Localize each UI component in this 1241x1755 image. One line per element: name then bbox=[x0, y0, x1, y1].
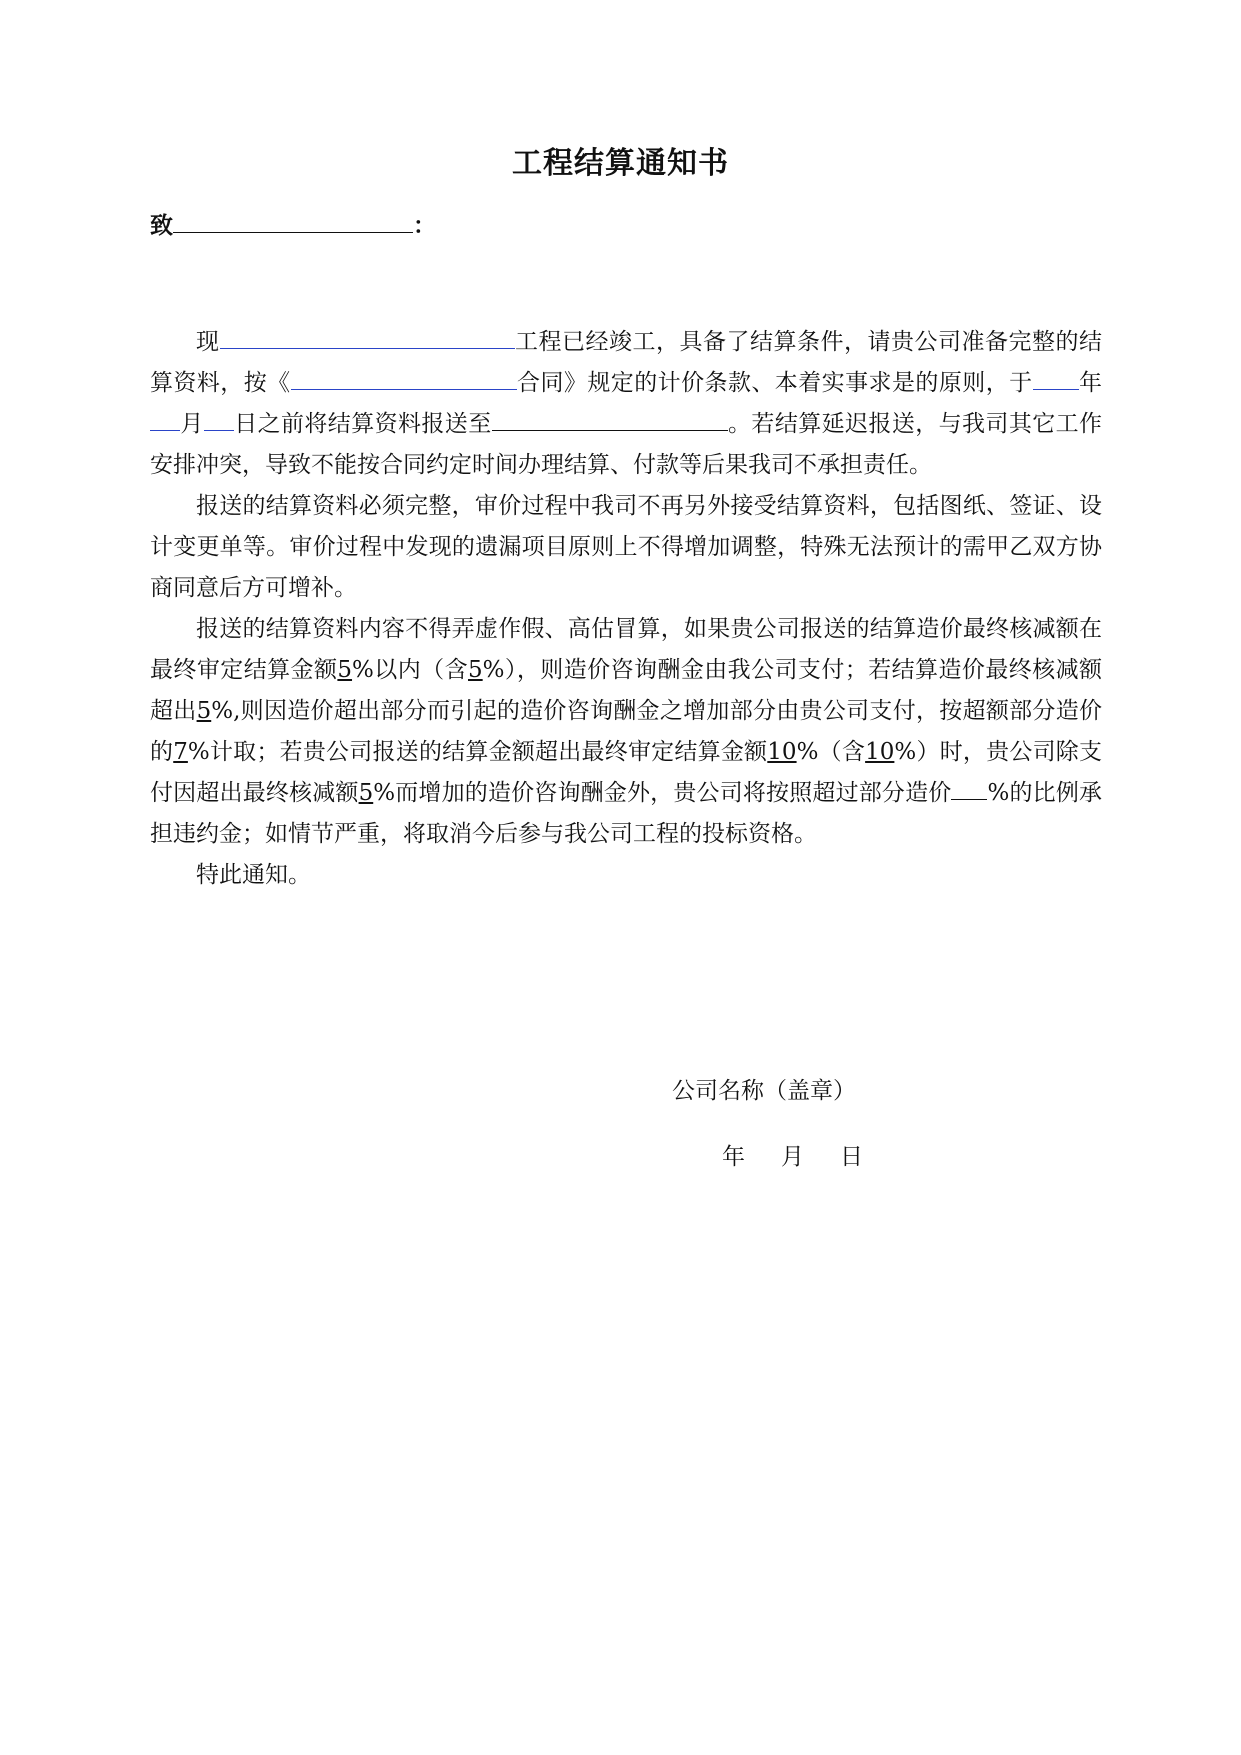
p3-n4: 7 bbox=[173, 739, 188, 765]
month-blank[interactable] bbox=[150, 408, 180, 431]
date-day: 日 bbox=[840, 1144, 863, 1170]
p3-h: %而增加的造价咨询酬金外，贵公司将按照超过部分造价 bbox=[373, 780, 952, 806]
signature-company-seal: 公司名称（盖章） bbox=[672, 1078, 856, 1104]
p1-text-d: 日之前将结算资料报送至 bbox=[233, 411, 492, 437]
document-title: 工程结算通知书 bbox=[512, 146, 729, 181]
document-body bbox=[150, 322, 1102, 896]
p1-text-e: 。若结算延迟报送，与我司其它工作安排冲突，导致不能按合同约定时间办理结算、付款等后果我司不承担责任。 bbox=[150, 411, 1103, 478]
p1-text-c: 合同》规定的计价条款、本着实事求是的原则，于 bbox=[516, 370, 1033, 396]
recipient-prefix: 致 bbox=[150, 213, 173, 239]
paragraph-2: 报送的结算资料必须完整，审价过程中我司不再另外接受结算资料，包括图纸、签证、设计变更单等。审价过程中发现的遗漏项目原则上不得增加调整，特殊无法预计的需甲乙双方协商同意后方可增补。 bbox=[150, 493, 1102, 601]
signature-date bbox=[722, 1138, 863, 1171]
day-blank[interactable] bbox=[204, 408, 234, 431]
p3-n1: 5 bbox=[337, 657, 353, 683]
date-month: 月 bbox=[781, 1144, 804, 1170]
p3-c: %），则造价咨询酬金由我公司支付；若结算造价最终核减额超出 bbox=[150, 657, 1103, 724]
p1-text-a: 现 bbox=[196, 329, 220, 355]
p1-year-label: 年 bbox=[1078, 370, 1103, 396]
year-blank[interactable] bbox=[1033, 367, 1079, 390]
contract-name-blank[interactable] bbox=[291, 367, 517, 390]
p3-d: %,则因造价超出部分而引起的造价咨询酬金之增加部分由贵公司支付，按超额部分造价的 bbox=[150, 698, 1102, 765]
p3-n7: 5 bbox=[358, 780, 374, 806]
p3-n3: 5 bbox=[196, 698, 212, 724]
p3-a: 报送的结算资料内容不得弄虚作假、高估冒算，如果贵公司报送的结算造价最终核减额在最终审定结算金额 bbox=[150, 616, 1102, 683]
date-year: 年 bbox=[722, 1144, 745, 1170]
p3-i: %的比例承担违约金；如情节严重，将取消今后参与我公司工程的投标资格。 bbox=[150, 780, 1103, 847]
p3-n2: 5 bbox=[468, 657, 483, 683]
paragraph-3 bbox=[150, 609, 1102, 855]
p1-month-label: 月 bbox=[180, 411, 204, 437]
p1-text-b: 工程已经竣工，具备了结算条件，请贵公司准备完整的结算资料，按《 bbox=[150, 329, 1102, 396]
p3-b: %以内（含 bbox=[352, 657, 469, 683]
paragraph-4: 特此通知。 bbox=[196, 862, 311, 888]
p3-e: %计取；若贵公司报送的结算金额超出最终审定结算金额 bbox=[187, 739, 768, 765]
p3-n6: 10 bbox=[865, 739, 895, 765]
recipient-line bbox=[150, 207, 436, 240]
recipient-blank[interactable] bbox=[173, 210, 413, 233]
paragraph-1 bbox=[150, 322, 1102, 486]
project-name-blank[interactable] bbox=[220, 326, 515, 349]
penalty-rate-blank[interactable] bbox=[951, 777, 987, 800]
p3-n5: 10 bbox=[767, 739, 797, 765]
p3-g: %）时，贵公司除支付因超出最终核减额 bbox=[150, 739, 1103, 806]
recipient-suffix: ： bbox=[413, 213, 436, 239]
submit-to-blank[interactable] bbox=[492, 408, 728, 431]
p3-f: %（含 bbox=[796, 739, 866, 765]
